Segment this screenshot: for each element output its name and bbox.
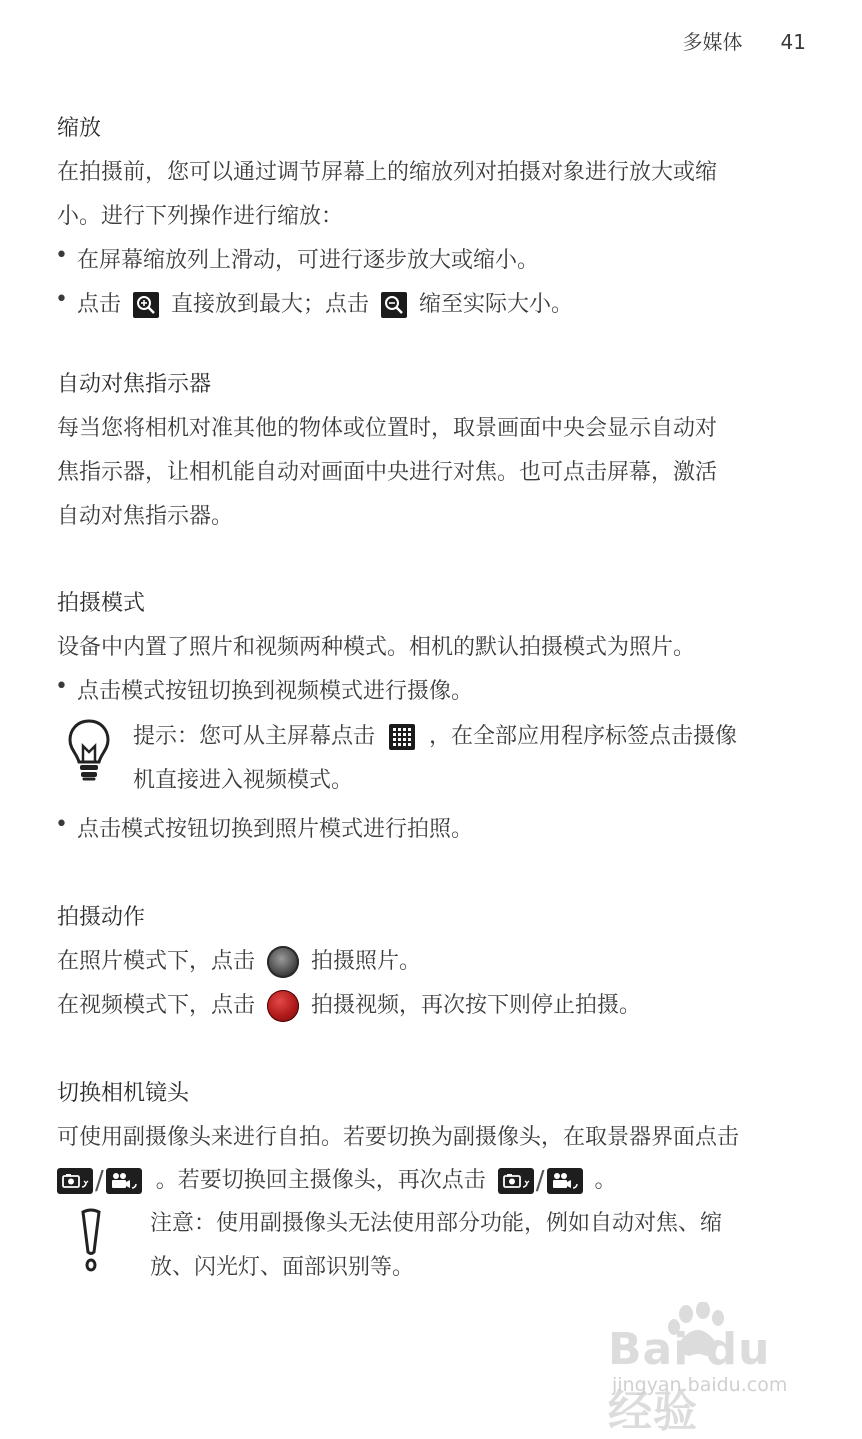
tip-text-a: 提示：您可从主屏幕点击: [133, 724, 376, 749]
zoom-paragraph-line2: 小。进行下列操作进行缩放：: [57, 204, 344, 229]
all-apps-grid-icon: [389, 724, 415, 750]
autofocus-line2: 焦指示器，让相机能自动对画面中央进行对焦。也可点击屏幕，激活: [57, 460, 718, 485]
switch-camera-photo-icon-2: [498, 1168, 534, 1194]
shutter-button-icon: [267, 946, 299, 978]
zoom-bullet-tap-text-c: 缩至实际大小。: [419, 292, 574, 317]
action-heading: 拍摄动作: [57, 905, 146, 930]
autofocus-line1: 每当您将相机对准其他的物体或位置时，取景画面中央会显示自动对: [57, 416, 718, 441]
watermark-url: jingyan.baidu.com: [612, 1374, 788, 1396]
page-header: [683, 26, 806, 55]
tip-line2: 机直接进入视频模式。: [133, 768, 354, 793]
zoom-paragraph-line1: 在拍摄前，您可以通过调节屏幕上的缩放列对拍摄对象进行放大或缩: [57, 160, 718, 185]
record-button-icon: [267, 990, 299, 1022]
switch-camera-video-icon: [106, 1168, 142, 1194]
tip-text-b: ，在全部应用程序标签点击摄像: [429, 724, 738, 749]
note-line1: 注意：使用副摄像头无法使用部分功能，例如自动对焦、缩: [150, 1211, 723, 1236]
switch-camera-photo-icon: [57, 1168, 93, 1194]
slash-separator-2: /: [535, 1166, 545, 1196]
chapter-title: 多媒体: [682, 30, 743, 54]
zoom-out-icon: [381, 292, 407, 318]
mode-bullet-video: • 点击模式按钮切换到视频模式进行摄像。: [57, 674, 473, 705]
watermark-brand: Bai du 经验: [608, 1324, 771, 1437]
autofocus-line3: 自动对焦指示器。: [57, 504, 234, 529]
zoom-bullet-tap-text-a: 点击: [77, 292, 122, 317]
zoom-bullet-tap-text-b: 直接放到最大；点击: [171, 292, 370, 317]
switch-heading: 切换相机镜头: [57, 1081, 190, 1106]
mode-heading: 拍摄模式: [57, 591, 146, 616]
slash-separator: /: [95, 1166, 104, 1196]
action-photo-text-b: 拍摄照片。: [311, 949, 422, 974]
switch-line2: [57, 1163, 617, 1196]
zoom-bullet-slide: • 在屏幕缩放列上滑动，可进行逐步放大或缩小。: [57, 243, 539, 274]
action-video-text-a: 在视频模式下，点击: [57, 993, 256, 1018]
zoom-bullet-tap: [57, 287, 573, 318]
switch-text-b: 。: [594, 1168, 617, 1193]
action-video-line: [57, 988, 641, 1022]
switch-camera-video-icon-2: [547, 1168, 583, 1194]
action-photo-line: [57, 944, 421, 978]
autofocus-heading: 自动对焦指示器: [57, 372, 212, 397]
tip-line1: [133, 719, 737, 750]
mode-line1: 设备中内置了照片和视频两种模式。相机的默认拍摄模式为照片。: [57, 635, 696, 660]
zoom-in-icon: [133, 292, 159, 318]
warning-exclamation-icon: [78, 1208, 104, 1278]
mode-bullet-photo: • 点击模式按钮切换到照片模式进行拍照。: [57, 812, 473, 843]
baidu-jingyan-watermark: [606, 1302, 806, 1437]
switch-line1: 可使用副摄像头来进行自拍。若要切换为副摄像头，在取景器界面点击: [57, 1125, 740, 1150]
action-video-text-b: 拍摄视频，再次按下则停止拍摄。: [311, 993, 642, 1018]
switch-text-a: 。若要切换回主摄像头，再次点击: [155, 1168, 486, 1193]
lightbulb-icon: [66, 718, 112, 788]
page-number: 41: [780, 30, 806, 54]
note-line2: 放、闪光灯、面部识别等。: [150, 1255, 415, 1280]
action-photo-text-a: 在照片模式下，点击: [57, 949, 256, 974]
zoom-heading: 缩放: [57, 116, 102, 141]
